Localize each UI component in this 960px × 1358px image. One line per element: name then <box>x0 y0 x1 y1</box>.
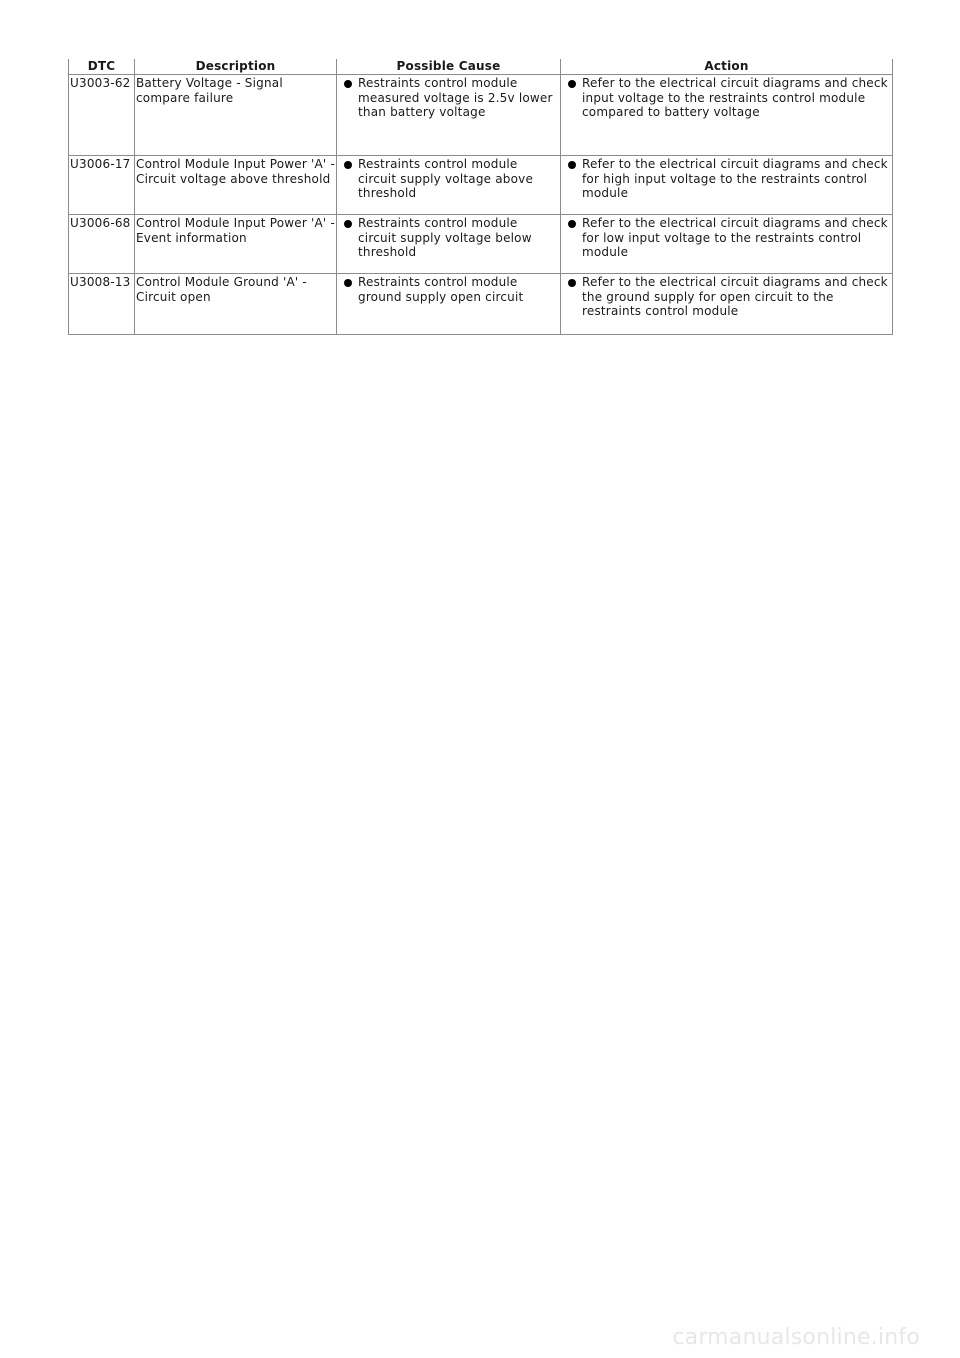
bullet-icon <box>344 220 352 228</box>
dtc-description: Battery Voltage - Signal compare failure <box>135 75 337 156</box>
header-possible-cause: Possible Cause <box>337 59 561 75</box>
action-cell <box>561 274 893 335</box>
cause-list-item <box>338 216 560 260</box>
table-row <box>69 274 893 335</box>
action-text: Refer to the electrical circuit diagrams and check the ground supply for open circuit to the restraints control module <box>582 275 888 318</box>
bullet-icon <box>568 279 576 287</box>
dtc-description: Control Module Input Power 'A' - Event information <box>135 215 337 274</box>
cause-list-item <box>338 157 560 201</box>
possible-cause-cell <box>337 215 561 274</box>
action-cell <box>561 215 893 274</box>
action-cell <box>561 75 893 156</box>
cause-text: Restraints control module circuit supply voltage below threshold <box>358 216 532 259</box>
dtc-code: U3006-68 <box>69 215 135 274</box>
bullet-icon <box>568 80 576 88</box>
action-list-item <box>562 275 892 319</box>
bullet-icon <box>344 279 352 287</box>
action-list-item <box>562 157 892 201</box>
possible-cause-cell <box>337 274 561 335</box>
table-row <box>69 75 893 156</box>
bullet-icon <box>568 220 576 228</box>
action-text: Refer to the electrical circuit diagrams and check input voltage to the restraints control module compared to battery voltage <box>582 76 888 119</box>
bullet-icon <box>568 161 576 169</box>
table-row <box>69 156 893 215</box>
bullet-icon <box>344 80 352 88</box>
header-dtc: DTC <box>69 59 135 75</box>
cause-text: Restraints control module measured voltage is 2.5v lower than battery voltage <box>358 76 553 119</box>
dtc-code: U3006-17 <box>69 156 135 215</box>
watermark-text: carmanualsonline.info <box>672 1325 920 1350</box>
header-description: Description <box>135 59 337 75</box>
bullet-icon <box>344 161 352 169</box>
cause-text: Restraints control module circuit supply voltage above threshold <box>358 157 534 200</box>
possible-cause-cell <box>337 75 561 156</box>
possible-cause-cell <box>337 156 561 215</box>
action-list-item <box>562 76 892 120</box>
action-cell <box>561 156 893 215</box>
header-action: Action <box>561 59 893 75</box>
cause-list-item <box>338 275 560 304</box>
table-row <box>69 215 893 274</box>
dtc-table <box>68 59 893 335</box>
dtc-code: U3008-13 <box>69 274 135 335</box>
cause-list-item <box>338 76 560 120</box>
dtc-code: U3003-62 <box>69 75 135 156</box>
dtc-description: Control Module Input Power 'A' - Circuit voltage above threshold <box>135 156 337 215</box>
dtc-description: Control Module Ground 'A' - Circuit open <box>135 274 337 335</box>
action-text: Refer to the electrical circuit diagrams and check for high input voltage to the restraints control module <box>582 157 888 200</box>
action-text: Refer to the electrical circuit diagrams and check for low input voltage to the restraints control module <box>582 216 888 259</box>
header-row <box>69 59 893 75</box>
action-list-item <box>562 216 892 260</box>
cause-text: Restraints control module ground supply open circuit <box>358 275 524 304</box>
